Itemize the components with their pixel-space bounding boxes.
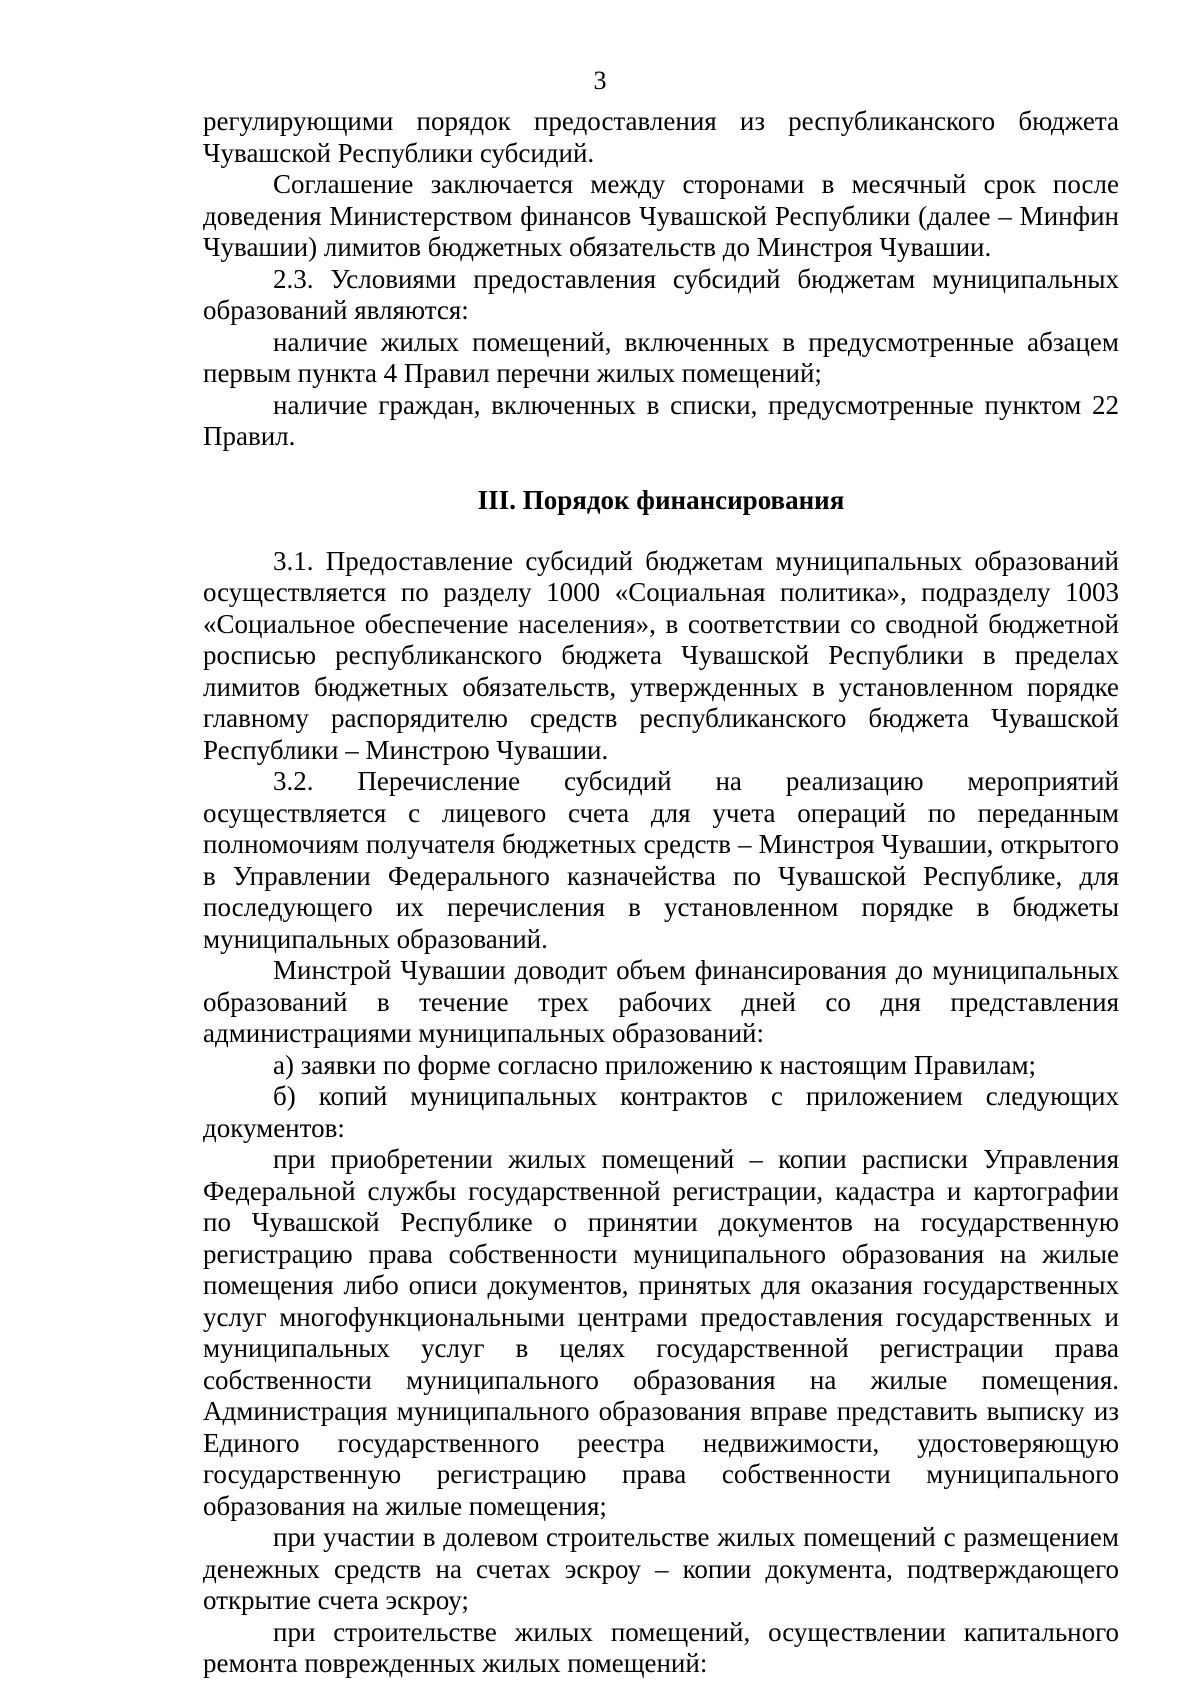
paragraph-2-3: 2.3. Условиями предоставления субсидий бюджетам муниципальных образований являются: — [203, 263, 1119, 325]
paragraph-item-b: б) копий муниципальных контрактов с приложением следующих документов: — [203, 1081, 1119, 1143]
paragraph-3-1: 3.1. Предоставление субсидий бюджетам муниципальных образований осуществляется по разделу 1000 «Социальная политика», подразделу 1003 «Социальное обеспечение населения», в соответствии со сводной бюджетной росписью республиканского бюджета Чувашской Республики в пределах лимитов бюджетных обязательств, утвержденных в установленном порядке главному распорядителю средств республиканского бюджета Чувашской Республики – Минстрою Чувашии. — [203, 545, 1119, 765]
paragraph-condition-housing: наличие жилых помещений, включенных в предусмотренные абзацем первым пункта 4 Правил перечни жилых помещений; — [203, 326, 1119, 388]
paragraph-continuation: регулирующими порядок предоставления из республиканского бюджета Чувашской Республики субсидий. — [203, 106, 1119, 168]
document-body — [203, 106, 1119, 1680]
paragraph-construction-repair: при строительстве жилых помещений, осуществлении капитального ремонта поврежденных жилых помещений: — [203, 1616, 1119, 1678]
paragraph-3-2: 3.2. Перечисление субсидий на реализацию мероприятий осуществляется с лицевого счета для учета операций по переданным полномочиям получателя бюджетных средств – Минстроя Чувашии, открытого в Управлении Федерального казначейства по Чувашской Республике, для последующего их перечисления в установленном порядке в бюджеты муниципальных образований. — [203, 766, 1119, 954]
paragraph-item-a: а) заявки по форме согласно приложению к настоящим Правилам; — [273, 1049, 1037, 1080]
paragraph-shared-construction: при участии в долевом строительстве жилых помещений с размещением денежных средств на счетах эскроу – копии документа, подтверждающего открытие счета эскроу; — [203, 1522, 1119, 1615]
page-number: 3 — [593, 66, 607, 95]
section-heading-financing: III. Порядок финансирования — [477, 484, 845, 515]
paragraph-acquisition: при приобретении жилых помещений – копии расписки Управления Федеральной службы государственной регистрации, кадастра и картографии по Чувашской Республике о принятии документов на государственную регистрацию права собственности муниципального образования на жилые помещения либо описи документов, принятых для оказания государственных услуг многофункциональными центрами предоставления государственных и муниципальных услуг в целях государственной регистрации права собственности муниципального образования на жилые помещения. Администрация муниципального образования вправе представить выписку из Единого государственного реестра недвижимости, удостоверяющую государственную регистрацию права собственности муниципального образования на жилые помещения; — [203, 1144, 1119, 1521]
paragraph-condition-citizens: наличие граждан, включенных в списки, предусмотренные пунктом 22 Правил. — [203, 389, 1119, 451]
paragraph-financing-deadline: Минстрой Чувашии доводит объем финансирования до муниципальных образований в течение трех рабочих дней со дня представления администрациями муниципальных образований: — [203, 955, 1119, 1048]
paragraph-agreement-term: Соглашение заключается между сторонами в месячный срок после доведения Министерством финансов Чувашской Республики (далее – Минфин Чувашии) лимитов бюджетных обязательств до Минстроя Чувашии. — [203, 169, 1119, 262]
